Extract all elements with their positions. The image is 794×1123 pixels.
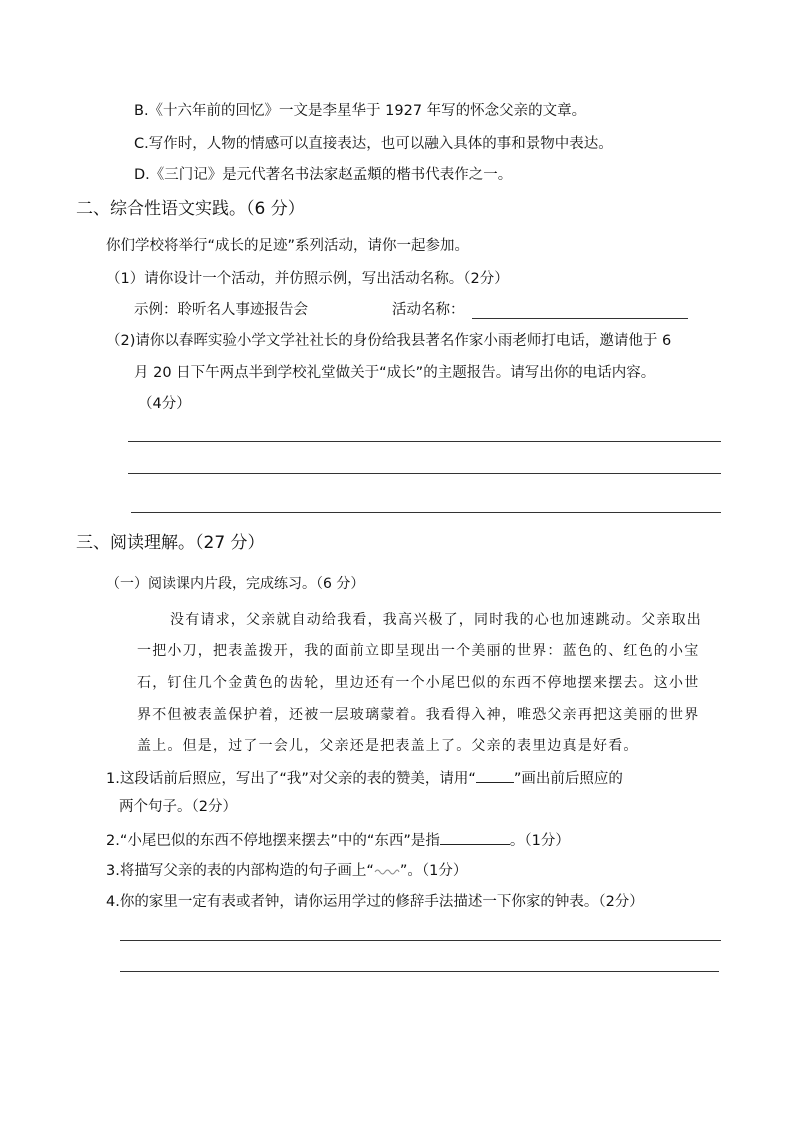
answer-line[interactable] — [131, 512, 721, 513]
q3-text-b: ”。（1分） — [399, 863, 468, 879]
passage-line: 没有请求，父亲就自动给我看，我高兴极了，同时我的心也加速跳动。父亲取出 — [170, 612, 702, 628]
q1-text-a: 1.这段话前后照应，写出了“我”对父亲的表的赞美，请用“ — [106, 771, 476, 787]
section3-part1: （一）阅读课内片段，完成练习。（6 分） — [106, 576, 365, 592]
passage-line: 石，钉住几个金黄色的齿轮，里边还有一个小尾巴似的东西不停地摆来摆去。这小世 — [137, 675, 700, 691]
q2-text-b: 。（1分） — [509, 833, 570, 849]
activity-name-label: 活动名称： — [392, 302, 465, 318]
section3-q3 — [106, 861, 467, 881]
passage-line: 盖上。但是，过了一会儿，父亲还是把表盖上了。父亲的表里边真是好看。 — [137, 738, 639, 754]
activity-name-blank[interactable] — [472, 318, 688, 319]
answer-line[interactable] — [128, 473, 721, 474]
passage-line: 一把小刀，把表盖拨开，我的面前立即呈现出一个美丽的世界：蓝色的、红色的小宝 — [137, 643, 700, 659]
section2-q2-line1: （2)请你以春晖实验小学文学社社长的身份给我县著名作家小雨老师打电话，邀请他于 6 — [106, 333, 672, 349]
section2-title: 二、综合性语文实践。（6 分） — [76, 199, 305, 219]
option-b: B.《十六年前的回忆》一文是李星华于 1927 年写的怀念父亲的文章。 — [134, 103, 587, 119]
answer-line[interactable] — [120, 971, 719, 972]
section3-title: 三、阅读理解。（27 分） — [76, 533, 265, 553]
passage-line: 界不但被表盖保护着，还被一层玻璃蒙着。我看得入神，唯恐父亲再把这美丽的世界 — [137, 707, 700, 723]
answer-line[interactable] — [128, 441, 721, 442]
answer-line[interactable] — [120, 940, 721, 941]
section2-q2-points: （4分） — [138, 396, 191, 412]
underline-sample — [476, 767, 514, 783]
wavy-line-icon — [374, 866, 400, 876]
section3-q1-cont: 两个句子。（2分） — [119, 799, 237, 815]
section2-q2-line2: 月 20 日下午两点半到学校礼堂做关于“成长”的主题报告。请写出你的电话内容。 — [134, 365, 656, 381]
q2-text-a: 2.“小尾巴似的东西不停地摆来摆去”中的“东西”是指 — [106, 833, 440, 849]
option-d: D.《三门记》是元代著名书法家赵孟頫的楷书代表作之一。 — [134, 167, 513, 183]
q2-answer-blank[interactable] — [440, 829, 510, 845]
section3-q2 — [106, 829, 570, 851]
section3-q1 — [106, 767, 623, 789]
q1-text-b: ”画出前后照应的 — [513, 771, 623, 787]
section3-q4: 4.你的家里一定有表或者钟，请你运用学过的修辞手法描述一下你家的钟表。（2分） — [106, 894, 644, 910]
option-c: C.写作时，人物的情感可以直接表达，也可以融入具体的事和景物中表达。 — [134, 136, 613, 152]
section2-q1: （1）请你设计一个活动，并仿照示例，写出活动名称。（2分） — [106, 271, 509, 287]
section2-example: 示例：聆听名人事迹报告会 — [134, 302, 308, 318]
section2-intro: 你们学校将举行“成长的足迹”系列活动，请你一起参加。 — [106, 238, 470, 254]
q3-text-a: 3.将描写父亲的表的内部构造的句子画上“ — [106, 863, 374, 879]
